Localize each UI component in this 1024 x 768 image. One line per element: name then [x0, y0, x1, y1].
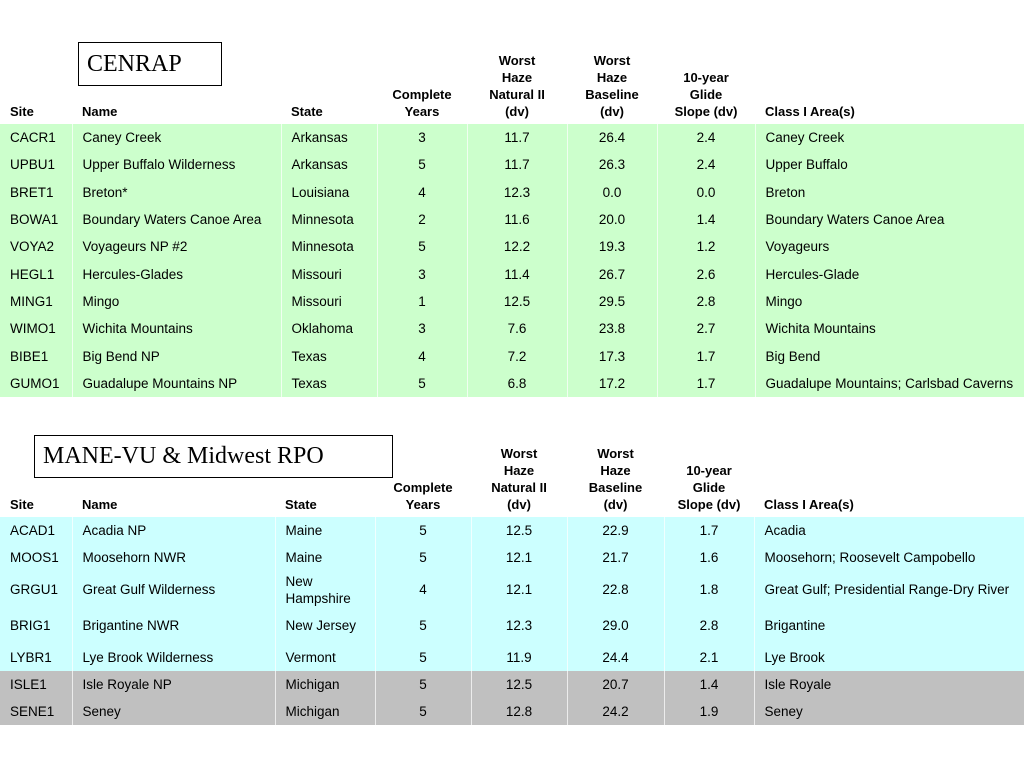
cell-complete-years: 5 — [375, 517, 471, 544]
cell-worst-haze-baseline: 17.3 — [567, 342, 657, 369]
header-line: Natural II — [491, 480, 547, 495]
cell-glide-slope: 1.7 — [657, 342, 755, 369]
header-line: Haze — [501, 70, 533, 85]
table-row — [0, 572, 1024, 608]
cell-site: BIBE1 — [0, 342, 72, 369]
cell-name: Wichita Mountains — [72, 315, 281, 342]
cell-name: Acadia NP — [72, 517, 275, 544]
cell-name: Isle Royale NP — [72, 671, 275, 698]
cell-state: Arkansas — [281, 151, 377, 178]
cell-complete-years: 5 — [377, 370, 467, 397]
header-line: 10-year — [686, 463, 732, 478]
table-row — [0, 544, 1024, 571]
cell-worst-haze-natural: 12.5 — [471, 671, 567, 698]
cell-glide-slope: 1.2 — [657, 233, 755, 260]
col-worst-haze-natural — [467, 48, 567, 124]
table-row — [0, 151, 1024, 178]
cell-state: Missouri — [281, 260, 377, 287]
cell-state: New Hampshire — [275, 572, 375, 608]
table-row — [0, 342, 1024, 369]
cell-complete-years: 4 — [375, 572, 471, 608]
cell-worst-haze-baseline: 26.3 — [567, 151, 657, 178]
cell-site: CACR1 — [0, 124, 72, 151]
cell-class-area: Caney Creek — [755, 124, 1024, 151]
cell-site: ISLE1 — [0, 671, 72, 698]
cell-state: Michigan — [275, 698, 375, 725]
cell-state: Michigan — [275, 671, 375, 698]
cell-name: Guadalupe Mountains NP — [72, 370, 281, 397]
table-row — [0, 698, 1024, 725]
cell-state: Louisiana — [281, 179, 377, 206]
col-worst-haze-natural — [471, 441, 567, 517]
cell-state: Minnesota — [281, 233, 377, 260]
table-row — [0, 315, 1024, 342]
cell-glide-slope: 2.4 — [657, 124, 755, 151]
cell-class-area: Brigantine — [754, 608, 1024, 644]
header-line: Slope (dv) — [674, 104, 738, 119]
cell-glide-slope: 0.0 — [657, 179, 755, 206]
cell-site: WIMO1 — [0, 315, 72, 342]
table-row — [0, 179, 1024, 206]
header-line: (dv) — [600, 104, 624, 119]
col-state: State — [291, 104, 323, 119]
cell-name: Moosehorn NWR — [72, 544, 275, 571]
cell-worst-haze-natural: 12.8 — [471, 698, 567, 725]
cell-glide-slope: 2.4 — [657, 151, 755, 178]
mane-vu-midwest-table — [0, 441, 1024, 725]
header-line: Slope (dv) — [677, 497, 741, 512]
header-line: Glide — [692, 480, 726, 495]
cell-name: Seney — [72, 698, 275, 725]
cell-worst-haze-baseline: 19.3 — [567, 233, 657, 260]
cell-name: Brigantine NWR — [72, 608, 275, 644]
cell-class-area: Acadia — [754, 517, 1024, 544]
cell-glide-slope: 2.8 — [657, 288, 755, 315]
cell-glide-slope: 2.6 — [657, 260, 755, 287]
cell-class-area: Hercules-Glade — [755, 260, 1024, 287]
cell-complete-years: 5 — [375, 644, 471, 671]
table-row — [0, 370, 1024, 397]
cell-state: Missouri — [281, 288, 377, 315]
cell-class-area: Lye Brook — [754, 644, 1024, 671]
cell-class-area: Mingo — [755, 288, 1024, 315]
col-name: Name — [82, 104, 118, 119]
col-class-area: Class I Area(s) — [764, 497, 854, 512]
cell-worst-haze-baseline: 20.7 — [567, 671, 664, 698]
section-title-cenrap — [78, 42, 222, 86]
cell-complete-years: 4 — [377, 179, 467, 206]
cell-worst-haze-baseline: 17.2 — [567, 370, 657, 397]
table-row — [0, 206, 1024, 233]
table-row — [0, 644, 1024, 671]
cell-glide-slope: 1.9 — [664, 698, 754, 725]
cell-worst-haze-natural: 6.8 — [467, 370, 567, 397]
table-row — [0, 671, 1024, 698]
header-line: Baseline — [588, 480, 643, 495]
cell-worst-haze-baseline: 26.7 — [567, 260, 657, 287]
table-row — [0, 260, 1024, 287]
cell-glide-slope: 1.4 — [664, 671, 754, 698]
cell-name: Big Bend NP — [72, 342, 281, 369]
cell-site: UPBU1 — [0, 151, 72, 178]
cell-complete-years: 5 — [375, 671, 471, 698]
cell-name: Upper Buffalo Wilderness — [72, 151, 281, 178]
col-site: Site — [10, 104, 34, 119]
cell-name: Voyageurs NP #2 — [72, 233, 281, 260]
cell-complete-years: 5 — [375, 608, 471, 644]
cell-worst-haze-natural: 12.5 — [467, 288, 567, 315]
cell-glide-slope: 2.8 — [664, 608, 754, 644]
col-name: Name — [82, 497, 118, 512]
header-line: Years — [405, 497, 441, 512]
cell-worst-haze-baseline: 22.9 — [567, 517, 664, 544]
col-complete-years — [377, 48, 467, 124]
col-site: Site — [10, 497, 34, 512]
cell-worst-haze-natural: 12.5 — [471, 517, 567, 544]
cell-complete-years: 2 — [377, 206, 467, 233]
cell-name: Great Gulf Wilderness — [72, 572, 275, 608]
cell-worst-haze-baseline: 24.4 — [567, 644, 664, 671]
cell-worst-haze-baseline: 0.0 — [567, 179, 657, 206]
cell-glide-slope: 1.7 — [664, 517, 754, 544]
cell-site: BRIG1 — [0, 608, 72, 644]
cell-class-area: Moosehorn; Roosevelt Campobello — [754, 544, 1024, 571]
cell-state: Texas — [281, 370, 377, 397]
cell-worst-haze-natural: 11.9 — [471, 644, 567, 671]
col-glide-slope — [664, 441, 754, 517]
cell-state: Maine — [275, 517, 375, 544]
cell-class-area: Breton — [755, 179, 1024, 206]
section-title-mane-vu-midwest — [34, 435, 393, 478]
cell-worst-haze-natural: 12.3 — [467, 179, 567, 206]
cell-worst-haze-natural: 12.3 — [471, 608, 567, 644]
cell-complete-years: 5 — [375, 698, 471, 725]
header-line: Haze — [596, 70, 628, 85]
header-line: (dv) — [507, 497, 531, 512]
cell-name: Breton* — [72, 179, 281, 206]
cell-state: Texas — [281, 342, 377, 369]
section-title-text: CENRAP — [87, 50, 182, 77]
cell-site: GRGU1 — [0, 572, 72, 608]
cell-complete-years: 3 — [377, 315, 467, 342]
col-state: State — [285, 497, 317, 512]
cell-class-area: Boundary Waters Canoe Area — [755, 206, 1024, 233]
cell-state: Vermont — [275, 644, 375, 671]
cell-state: Maine — [275, 544, 375, 571]
header-line: (dv) — [505, 104, 529, 119]
cell-worst-haze-natural: 12.1 — [471, 544, 567, 571]
cell-glide-slope: 1.8 — [664, 572, 754, 608]
header-line: Baseline — [585, 87, 639, 102]
cell-name: Hercules-Glades — [72, 260, 281, 287]
cell-glide-slope: 1.6 — [664, 544, 754, 571]
section-title-text: MANE-VU & Midwest RPO — [43, 443, 324, 469]
cell-worst-haze-natural: 12.1 — [471, 572, 567, 608]
header-line: Haze — [600, 463, 631, 478]
table-row — [0, 288, 1024, 315]
cell-class-area: Big Bend — [755, 342, 1024, 369]
cell-worst-haze-natural: 7.6 — [467, 315, 567, 342]
cell-class-area: Seney — [754, 698, 1024, 725]
col-worst-haze-baseline — [567, 48, 657, 124]
cell-site: MING1 — [0, 288, 72, 315]
header-line: Haze — [503, 463, 535, 478]
cell-class-area: Great Gulf; Presidential Range-Dry River — [754, 572, 1024, 608]
cell-site: BOWA1 — [0, 206, 72, 233]
cell-class-area: Guadalupe Mountains; Carlsbad Caverns — [755, 370, 1024, 397]
header-line: Complete — [393, 480, 453, 495]
cenrap-table — [0, 48, 1024, 397]
cell-site: ACAD1 — [0, 517, 72, 544]
cell-glide-slope: 1.4 — [657, 206, 755, 233]
cell-class-area: Voyageurs — [755, 233, 1024, 260]
cell-worst-haze-natural: 12.2 — [467, 233, 567, 260]
cell-worst-haze-baseline: 21.7 — [567, 544, 664, 571]
cell-class-area: Upper Buffalo — [755, 151, 1024, 178]
table-row — [0, 517, 1024, 544]
cell-glide-slope: 2.7 — [657, 315, 755, 342]
cell-site: BRET1 — [0, 179, 72, 206]
cell-worst-haze-natural: 11.6 — [467, 206, 567, 233]
col-worst-haze-baseline — [567, 441, 664, 517]
cell-site: GUMO1 — [0, 370, 72, 397]
cell-complete-years: 1 — [377, 288, 467, 315]
header-line: Complete — [392, 87, 452, 102]
cell-worst-haze-natural: 7.2 — [467, 342, 567, 369]
table-row — [0, 124, 1024, 151]
cell-class-area: Isle Royale — [754, 671, 1024, 698]
cell-glide-slope: 1.7 — [657, 370, 755, 397]
col-class-area: Class I Area(s) — [765, 104, 855, 119]
cell-worst-haze-natural: 11.4 — [467, 260, 567, 287]
cell-site: LYBR1 — [0, 644, 72, 671]
header-line: 10-year — [683, 70, 729, 85]
cell-glide-slope: 2.1 — [664, 644, 754, 671]
cell-worst-haze-baseline: 24.2 — [567, 698, 664, 725]
cell-complete-years: 5 — [377, 151, 467, 178]
cell-site: VOYA2 — [0, 233, 72, 260]
cell-class-area: Wichita Mountains — [755, 315, 1024, 342]
cell-name: Mingo — [72, 288, 281, 315]
cell-worst-haze-baseline: 23.8 — [567, 315, 657, 342]
cell-worst-haze-baseline: 29.5 — [567, 288, 657, 315]
table-row — [0, 233, 1024, 260]
cell-complete-years: 3 — [377, 260, 467, 287]
cell-name: Lye Brook Wilderness — [72, 644, 275, 671]
cell-state: Arkansas — [281, 124, 377, 151]
cell-site: MOOS1 — [0, 544, 72, 571]
cell-complete-years: 5 — [377, 233, 467, 260]
header-line: Worst — [597, 446, 634, 461]
header-line: (dv) — [603, 497, 628, 512]
cell-worst-haze-natural: 11.7 — [467, 151, 567, 178]
cell-state: Oklahoma — [281, 315, 377, 342]
header-line: Worst — [500, 446, 538, 461]
cell-worst-haze-baseline: 26.4 — [567, 124, 657, 151]
cell-worst-haze-baseline: 20.0 — [567, 206, 657, 233]
cell-complete-years: 3 — [377, 124, 467, 151]
cell-worst-haze-baseline: 22.8 — [567, 572, 664, 608]
cell-site: SENE1 — [0, 698, 72, 725]
cell-worst-haze-natural: 11.7 — [467, 124, 567, 151]
header-line: Worst — [498, 53, 536, 68]
table-row — [0, 608, 1024, 644]
cell-state: Minnesota — [281, 206, 377, 233]
cell-state: New Jersey — [275, 608, 375, 644]
cell-complete-years: 5 — [375, 544, 471, 571]
cell-complete-years: 4 — [377, 342, 467, 369]
header-line: Worst — [593, 53, 631, 68]
header-line: Glide — [689, 87, 723, 102]
cell-name: Caney Creek — [72, 124, 281, 151]
header-line: Natural II — [489, 87, 545, 102]
col-glide-slope — [657, 48, 755, 124]
cell-worst-haze-baseline: 29.0 — [567, 608, 664, 644]
cell-site: HEGL1 — [0, 260, 72, 287]
cell-name: Boundary Waters Canoe Area — [72, 206, 281, 233]
header-line: Years — [404, 104, 440, 119]
